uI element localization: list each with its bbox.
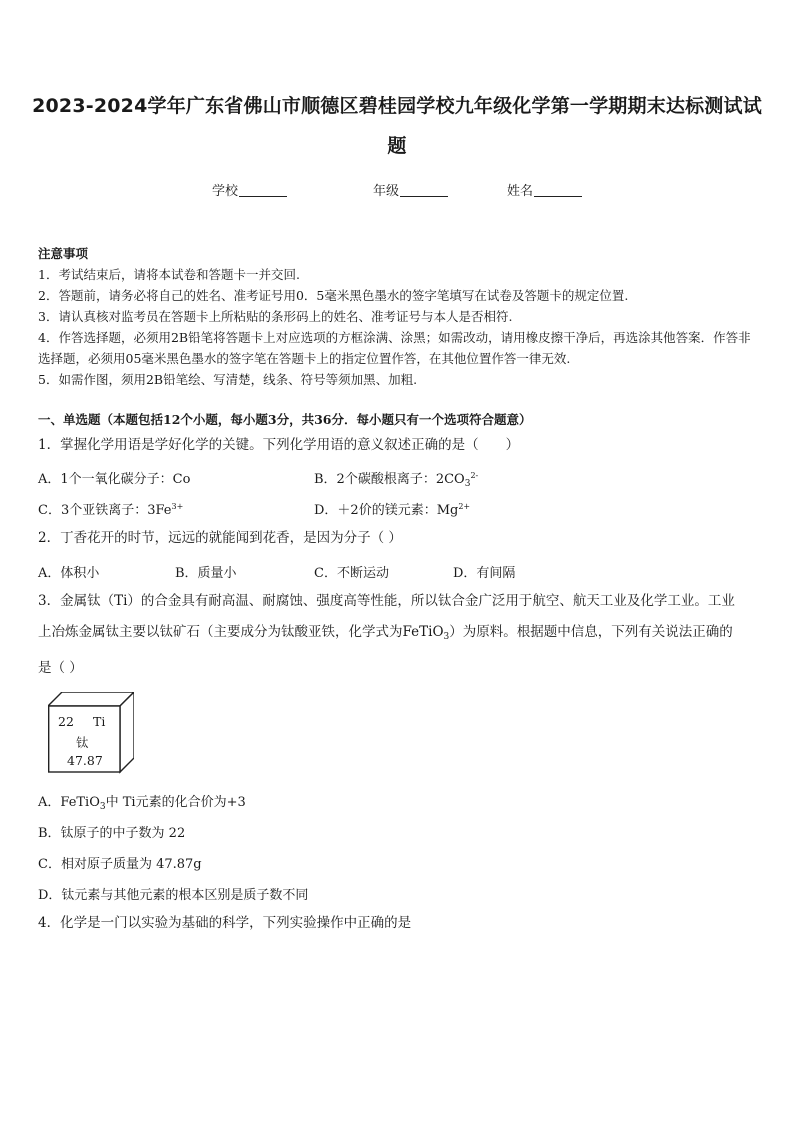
q3-option-c: C．相对原子质量为 47.87g [38, 857, 202, 872]
element-name: 钛 [76, 735, 89, 750]
notice-item: 2．答题前，请务必将自己的姓名、准考证号用0．5毫米黑色墨水的签字笔填写在试卷及答题卡的规定位置. [38, 288, 629, 303]
q1-option-d [314, 499, 470, 518]
element-number: 22 [58, 714, 74, 729]
notice-item: 3．请认真核对监考员在答题卡上所粘贴的条形码上的姓名、准考证号与本人是否相符. [38, 309, 513, 324]
q1-option-c [38, 499, 183, 518]
q2-option-c: C．不断运动 [314, 566, 389, 581]
q3-option-a [38, 791, 246, 812]
notice-item: 5．如需作图，须用2B铅笔绘、写清楚，线条、符号等须加黑、加粗. [38, 372, 418, 387]
question-1-text: 1．掌握化学用语是学好化学的关键。下列化学用语的意义叙述正确的是（ ） [38, 437, 520, 453]
q3-option-a-sub: 3 [99, 802, 106, 812]
name-blank [534, 183, 582, 197]
q2-option-b: B．质量小 [175, 566, 237, 581]
question-4-text: 4．化学是一门以实验为基础的科学，下列实验操作中正确的是 [38, 915, 412, 931]
grade-blank [400, 183, 448, 197]
name-field [507, 180, 582, 199]
q2-option-a: A．体积小 [38, 566, 100, 581]
element-symbol: Ti [93, 714, 106, 729]
school-label: 学校 [212, 184, 239, 199]
q3-line-2-sub: 3 [443, 632, 450, 642]
q3-line-2 [38, 617, 760, 653]
school-blank [239, 183, 287, 197]
student-info-row [0, 180, 794, 200]
notice-title: 注意事项 [38, 246, 89, 261]
q1-option-d-text: D．＋2价的镁元素：Mg [314, 503, 459, 518]
q1-option-c-text: C．3个亚铁离子：3Fe [38, 503, 172, 518]
question-3-text [38, 586, 760, 684]
grade-field [373, 180, 448, 199]
q3-line-3: 是（ ） [38, 660, 83, 676]
q1-option-d-sup: 2+ [458, 502, 471, 511]
q3-option-d: D．钛元素与其他元素的根本区别是质子数不同 [38, 888, 309, 903]
exam-title: 2023-2024学年广东省佛山市顺德区碧桂园学校九年级化学第一学期期末达标测试试题 [32, 95, 762, 157]
q3-line-2-suffix: ）为原料。根据题中信息，下列有关说法正确的 [449, 624, 733, 640]
q1-option-b-text: B．2个碳酸根离子：2CO [314, 472, 465, 487]
school-field [212, 180, 287, 199]
q1-option-b-sup: 2- [470, 471, 479, 480]
q1-option-c-sup: 3+ [171, 502, 184, 511]
notice-block [38, 243, 760, 390]
q1-option-b-sub: 3 [464, 479, 471, 489]
q3-line-1: 3．金属钛（Ti）的合金具有耐高温、耐腐蚀、强度高等性能，所以钛合金广泛用于航空、航天工业及化学工业。工业 [38, 593, 735, 609]
grade-label: 年级 [373, 184, 400, 199]
question-2-text: 2．丁香花开的时节，远远的就能闻到花香，是因为分子（ ） [38, 530, 402, 546]
q2-option-d: D．有间隔 [453, 566, 516, 581]
q1-option-b [314, 468, 478, 489]
name-label: 姓名 [507, 184, 534, 199]
q3-option-a-suffix: 中 Ti元素的化合价为+3 [105, 795, 246, 810]
notice-item: 4．作答选择题，必须用2B铅笔将答题卡上对应选项的方框涂满、涂黑；如需改动，请用橡皮擦干净后，再选涂其他答案．作答非选择题，必须用05毫米黑色墨水的签字笔在答题卡上的指定位置作答，在其他位置作答一律无效. [38, 330, 751, 366]
q3-option-b: B．钛原子的中子数为 22 [38, 826, 186, 841]
notice-item: 1．考试结束后，请将本试卷和答题卡一并交回. [38, 267, 300, 282]
element-mass: 47.87 [67, 753, 103, 768]
q3-option-a-text: A．FeTiO [38, 795, 100, 810]
q1-option-a: A．1个一氧化碳分子：Co [38, 472, 191, 487]
section-title: 一、单选题（本题包括12个小题，每小题3分，共36分．每小题只有一个选项符合题意） [38, 412, 532, 427]
q3-line-2-text: 上冶炼金属钛主要以钛矿石（主要成分为钛酸亚铁，化学式为FeTiO [38, 624, 444, 640]
